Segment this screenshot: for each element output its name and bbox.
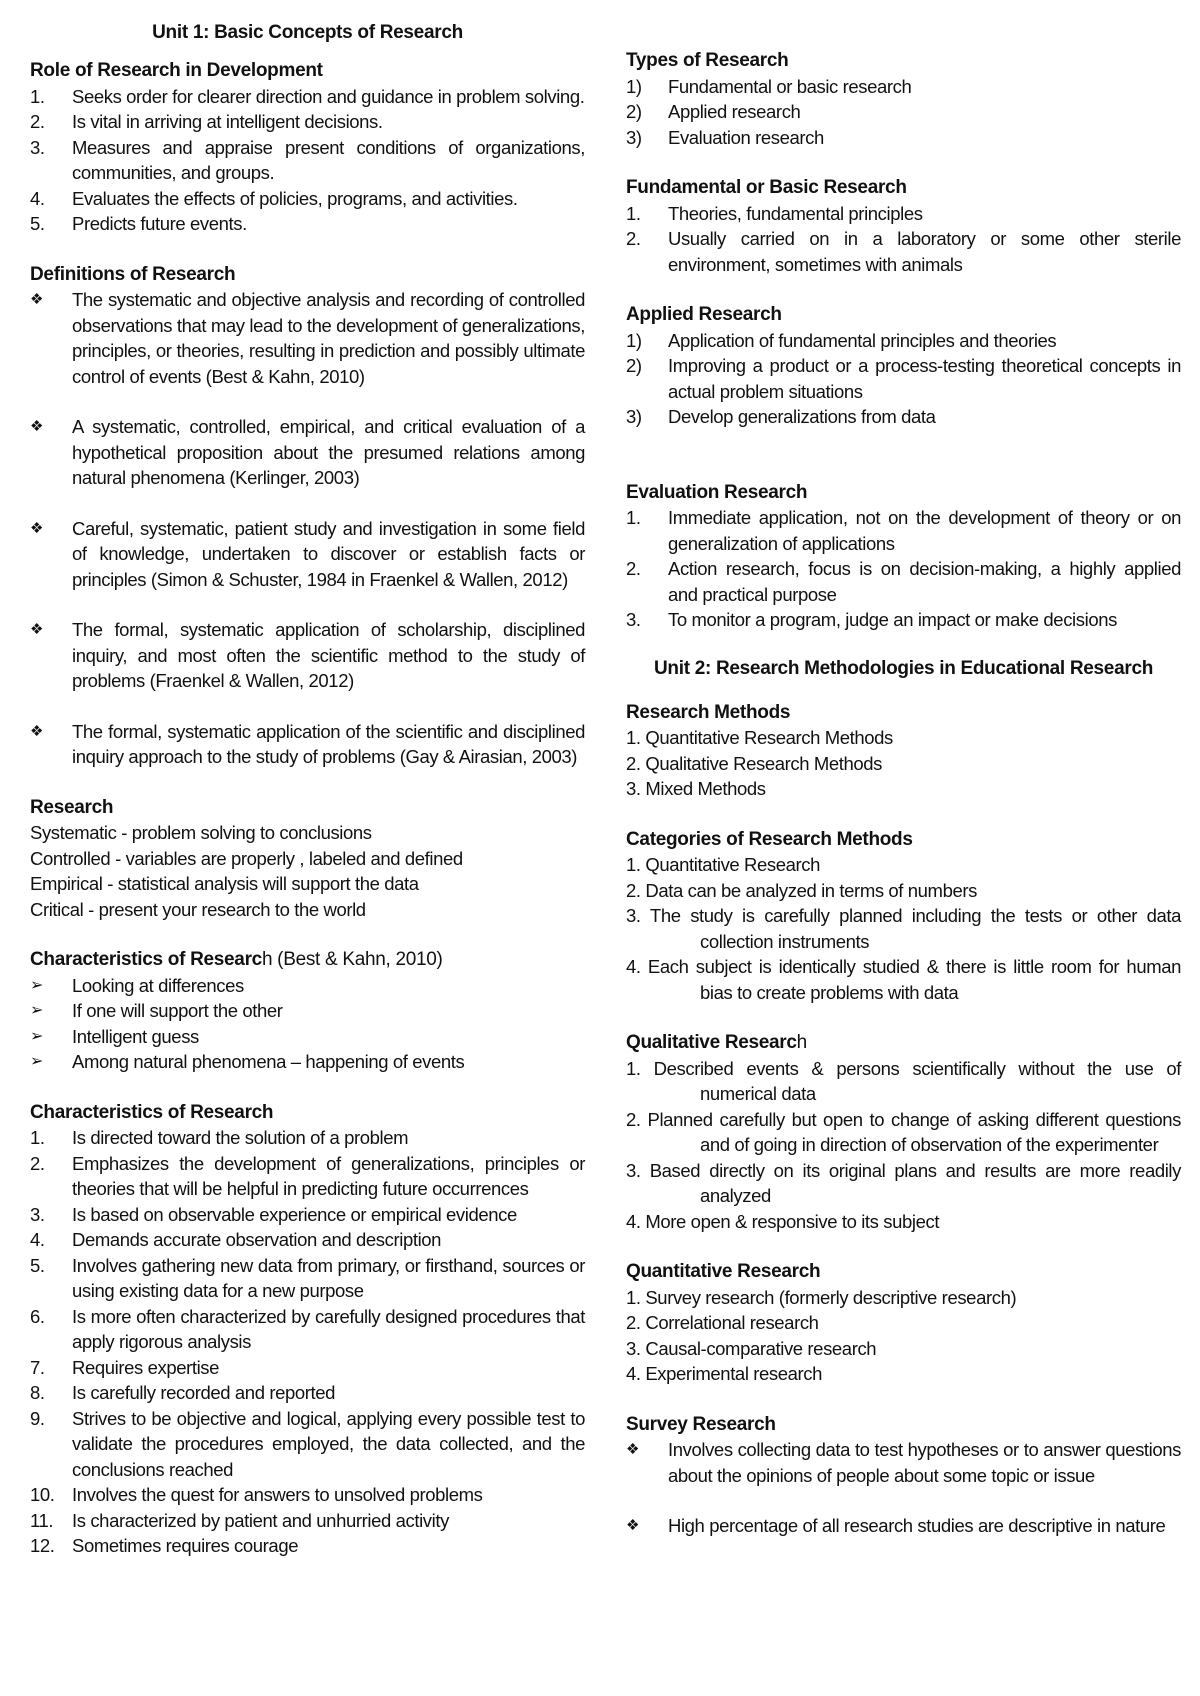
text-line: 2. Correlational research [626, 1312, 819, 1333]
list-item-text: Applied research [668, 101, 801, 122]
list-item-text: Strives to be objective and logical, applying every possible test to validate the procedures employed, the data collected, and the conclusions reached [72, 1407, 585, 1480]
list-item [30, 135, 585, 186]
list-item-number: 8. [30, 1382, 45, 1403]
survey-heading: Survey Research [626, 1413, 776, 1435]
list-item-text: Action research, focus is on decision-making, a highly applied and practical purpose [668, 558, 1181, 605]
list-item [30, 287, 585, 389]
definitions-heading: Definitions of Research [30, 263, 236, 285]
list-item-text: Intelligent guess [72, 1025, 199, 1047]
list-item-text: High percentage of all research studies are descriptive in nature [668, 1515, 1166, 1536]
list-item-text: A systematic, controlled, empirical, and critical evaluation of a hypothetical proposition about the presumed relations among natural phenomena (Kerlinger, 2003) [72, 416, 585, 488]
quantitative-lines [626, 1285, 1181, 1387]
diamond-bullet-icon: ❖ [30, 418, 44, 435]
list-item-text: Evaluation research [668, 126, 824, 148]
evaluation-heading: Evaluation Research [626, 481, 808, 503]
list-item-text: Theories, fundamental principles [668, 202, 923, 224]
characteristics1-list [30, 973, 585, 1075]
list-item [30, 973, 585, 999]
list-item [30, 84, 585, 110]
list-item [30, 414, 585, 491]
list-item [30, 998, 585, 1024]
categories-list [626, 852, 1181, 1005]
characteristics2-section [30, 1100, 585, 1559]
characteristics1-heading-citation: h (Best & Kahn, 2010) [261, 949, 443, 970]
list-item [626, 607, 1181, 633]
list-item-text: The systematic and objective analysis and recording of controlled observations that may lead to the development of generalizations, principles, or theories, resulting in prediction and possibly ultimate control of events (Best & Kahn, 2010) [72, 289, 585, 387]
diamond-bullet-icon: ❖ [626, 1517, 640, 1534]
methods-lines [626, 725, 1181, 802]
qualitative-heading-bold: Qualitative Researc [626, 1032, 797, 1053]
list-item-number: 11. [30, 1509, 54, 1531]
list-item-number: 2. [626, 228, 641, 249]
categories-section [626, 827, 1181, 1006]
diamond-bullet-icon: ❖ [30, 722, 44, 740]
list-item [30, 1202, 585, 1228]
list-item-text: Described events & persons scientifically without the use of numerical data [653, 1057, 1181, 1104]
list-item [626, 328, 1181, 354]
list-item-text: Is characterized by patient and unhurried activity [72, 1509, 449, 1531]
list-item-text: Among natural phenomena – happening of events [72, 1051, 465, 1072]
list-item-number: 7. [30, 1356, 45, 1378]
diamond-bullet-icon: ❖ [30, 519, 44, 537]
list-item-number: 1. [626, 1057, 641, 1079]
quantitative-section [626, 1259, 1181, 1387]
text-line: 1. Survey research (formerly descriptive research) [626, 1286, 1017, 1308]
list-item-number: 3. [30, 1203, 45, 1225]
qualitative-section [626, 1030, 1181, 1234]
diamond-bullet-icon: ❖ [30, 621, 44, 638]
list-item-number: 1. [30, 85, 45, 107]
research-heading: Research [30, 796, 114, 818]
list-item-number: 9. [30, 1407, 45, 1429]
list-item-number: 2. [30, 111, 45, 132]
list-item-text: Involves the quest for answers to unsolved problems [72, 1484, 483, 1505]
applied-list [626, 328, 1181, 430]
list-item [626, 1158, 1181, 1209]
list-item [30, 1482, 585, 1508]
text-line: Empirical - statistical analysis will support the data [30, 873, 419, 894]
role-heading: Role of Research in Development [30, 60, 323, 81]
list-item-number: 1. [626, 507, 641, 528]
list-item [30, 1304, 585, 1355]
list-item-text: Immediate application, not on the development of theory or on generalization of applications [668, 507, 1181, 554]
role-section [30, 58, 585, 237]
list-item-number: 3) [626, 406, 642, 427]
list-item [30, 1125, 585, 1151]
list-item-number: 2. [30, 1152, 45, 1174]
list-item [30, 1049, 585, 1075]
list-item-text: Involves gathering new data from primary, or firsthand, sources or using existing data for a new purpose [72, 1254, 585, 1301]
list-item [626, 1107, 1181, 1158]
characteristics1-heading-bold: Characteristics of Researc [30, 949, 262, 970]
list-item-number: 5. [30, 213, 45, 234]
list-item-number: 4. [30, 1229, 45, 1250]
quantitative-heading: Quantitative Research [626, 1261, 821, 1282]
list-item-number: 5. [30, 1254, 45, 1276]
left-column [30, 22, 585, 1584]
list-item-number: 1. [626, 202, 641, 224]
text-line: Systematic - problem solving to conclusions [30, 822, 372, 843]
list-item-text: Develop generalizations from data [668, 406, 936, 427]
list-item [626, 74, 1181, 100]
qualitative-heading [626, 1030, 1181, 1056]
list-item-text: Measures and appraise present conditions of organizations, communities, and groups. [72, 136, 585, 183]
categories-heading: Categories of Research Methods [626, 828, 913, 850]
list-item [626, 505, 1181, 556]
list-item [30, 1406, 585, 1483]
applied-heading: Applied Research [626, 304, 782, 325]
list-item [30, 1508, 585, 1534]
list-item-number: 3. [626, 609, 641, 630]
list-item [30, 1380, 585, 1406]
survey-list [626, 1437, 1181, 1539]
list-item [30, 1151, 585, 1202]
types-section [626, 48, 1181, 150]
text-line: Controlled - variables are properly , labeled and defined [30, 847, 463, 869]
list-item-text: Data can be analyzed in terms of numbers [645, 879, 977, 901]
list-item [626, 404, 1181, 430]
list-item-text: Seeks order for clearer direction and guidance in problem solving. [72, 85, 585, 107]
list-item-text: More open & responsive to its subject [645, 1210, 940, 1232]
list-item [626, 852, 1181, 878]
qualitative-list [626, 1056, 1181, 1235]
list-item-text: The formal, systematic application of the scientific and disciplined inquiry approach to the study of problems (Gay & Airasian, 2003) [72, 720, 585, 767]
list-item-number: 1) [626, 329, 642, 351]
list-item [626, 954, 1181, 1005]
list-item [30, 617, 585, 694]
list-item-text: Application of fundamental principles and theories [668, 329, 1057, 351]
list-item [30, 1024, 585, 1050]
list-item-number: 2) [626, 355, 642, 376]
list-item [30, 211, 585, 237]
text-line: 4. Experimental research [626, 1363, 823, 1384]
fundamental-list [626, 201, 1181, 278]
list-item [30, 1533, 585, 1559]
evaluation-list [626, 505, 1181, 633]
list-item [626, 878, 1181, 904]
unit1-title: Unit 1: Basic Concepts of Research [152, 22, 463, 43]
list-item-number: 2. [626, 558, 641, 579]
list-item-number: 1. [626, 854, 641, 875]
list-item [626, 353, 1181, 404]
list-item [30, 1253, 585, 1304]
list-item [626, 125, 1181, 151]
list-item [626, 201, 1181, 227]
list-item [30, 516, 585, 593]
unit2-title: Unit 2: Research Methodologies in Educational Research [653, 657, 1154, 679]
list-item-text: Usually carried on in a laboratory or some other sterile environment, sometimes with animals [668, 228, 1181, 275]
list-item-text: Based directly on its original plans and results are more readily analyzed [649, 1159, 1181, 1206]
fundamental-heading: Fundamental or Basic Research [626, 177, 907, 198]
list-item [30, 186, 585, 212]
list-item-number: 1) [626, 75, 642, 97]
list-item-text: Is more often characterized by carefully designed procedures that apply rigorous analysis [72, 1305, 585, 1352]
methods-heading: Research Methods [626, 701, 791, 723]
research-lines [30, 820, 585, 922]
methods-section [626, 700, 1181, 802]
list-item-number: 3) [626, 126, 642, 148]
list-item-text: Involves collecting data to test hypotheses or to answer questions about the opinions of people about some topic or issue [668, 1439, 1181, 1486]
list-item-number: 4. [626, 1210, 641, 1232]
list-item [30, 719, 585, 770]
qualitative-heading-rest: h [796, 1032, 807, 1053]
survey-section [626, 1412, 1181, 1539]
list-item-number: 12. [30, 1535, 55, 1556]
text-line: 1. Quantitative Research Methods [626, 727, 893, 748]
list-item-number: 2. [626, 879, 641, 901]
list-item-number: 3. [626, 1159, 641, 1181]
list-item [626, 903, 1181, 954]
list-item [626, 226, 1181, 277]
list-item [30, 1227, 585, 1253]
list-item-text: Careful, systematic, patient study and investigation in some field of knowledge, undertaken to discover or establish facts or principles (Simon & Schuster, 1984 in Fraenkel & Wallen, 2012) [72, 517, 585, 590]
list-item-number: 2) [626, 101, 642, 122]
list-item [626, 99, 1181, 125]
research-section [30, 795, 585, 923]
characteristics1-section [30, 947, 585, 1075]
arrow-bullet-icon: ➢ [30, 976, 44, 994]
list-item-number: 3. [30, 136, 45, 158]
list-item-number: 1. [30, 1127, 45, 1148]
list-item-text: Demands accurate observation and description [72, 1229, 442, 1250]
characteristics1-heading [30, 947, 585, 973]
text-line: 2. Qualitative Research Methods [626, 752, 882, 774]
list-item-text: Each subject is identically studied & there is little room for human bias to create problems with data [647, 956, 1181, 1003]
characteristics2-list [30, 1125, 585, 1559]
role-list [30, 84, 585, 237]
types-list [626, 74, 1181, 151]
text-line: 3. Causal-comparative research [626, 1337, 877, 1359]
list-item [626, 556, 1181, 607]
list-item-text: Evaluates the effects of policies, programs, and activities. [72, 187, 518, 209]
arrow-bullet-icon: ➢ [30, 1053, 44, 1070]
list-item [626, 1056, 1181, 1107]
list-item-text: Predicts future events. [72, 213, 247, 234]
list-item-text: Emphasizes the development of generalizations, principles or theories that will be helpful in predicting future occurrences [72, 1152, 585, 1199]
right-column [626, 48, 1181, 1564]
list-item-text: Sometimes requires courage [72, 1535, 299, 1556]
list-item-number: 4. [626, 956, 641, 977]
types-heading: Types of Research [626, 50, 789, 71]
list-item-text: Looking at differences [72, 974, 244, 996]
list-item-text: Improving a product or a process-testing theoretical concepts in actual problem situations [668, 355, 1181, 402]
text-line: 3. Mixed Methods [626, 778, 766, 799]
definitions-list [30, 287, 585, 770]
fundamental-section [626, 175, 1181, 277]
list-item-text: Is vital in arriving at intelligent decisions. [72, 111, 383, 132]
list-item-text: To monitor a program, judge an impact or make decisions [668, 609, 1117, 630]
characteristics2-heading: Characteristics of Research [30, 1101, 274, 1123]
list-item-text: Planned carefully but open to change of asking different questions and of going in direction of observation of the experimenter [647, 1108, 1182, 1155]
list-item-text: If one will support the other [72, 1000, 283, 1021]
evaluation-section [626, 480, 1181, 633]
diamond-bullet-icon: ❖ [30, 291, 44, 308]
list-item-text: Fundamental or basic research [668, 75, 912, 97]
text-line: Critical - present your research to the world [30, 898, 366, 920]
arrow-bullet-icon: ➢ [30, 1027, 44, 1045]
list-item [626, 1437, 1181, 1488]
list-item-number: 10. [30, 1484, 55, 1505]
list-item-number: 2. [626, 1108, 641, 1130]
applied-section [626, 302, 1181, 430]
list-item [626, 1209, 1181, 1235]
list-item [30, 109, 585, 135]
list-item-number: 6. [30, 1305, 45, 1327]
list-item-number: 3. [626, 905, 641, 926]
list-item-text: The formal, systematic application of scholarship, disciplined inquiry, and most often the scientific method to the study of problems (Fraenkel & Wallen, 2012) [72, 619, 585, 691]
arrow-bullet-icon: ➢ [30, 1002, 44, 1019]
definitions-section [30, 262, 585, 770]
list-item-number: 4. [30, 187, 45, 209]
list-item-text: Quantitative Research [645, 854, 821, 875]
list-item-text: The study is carefully planned including the tests or other data collection instruments [649, 905, 1182, 952]
list-item-text: Is carefully recorded and reported [72, 1382, 336, 1403]
list-item-text: Is based on observable experience or empirical evidence [72, 1203, 517, 1225]
list-item-text: Is directed toward the solution of a problem [72, 1127, 409, 1148]
list-item-text: Requires expertise [72, 1356, 220, 1378]
diamond-bullet-icon: ❖ [626, 1441, 640, 1458]
list-item [626, 1513, 1181, 1539]
list-item [30, 1355, 585, 1381]
